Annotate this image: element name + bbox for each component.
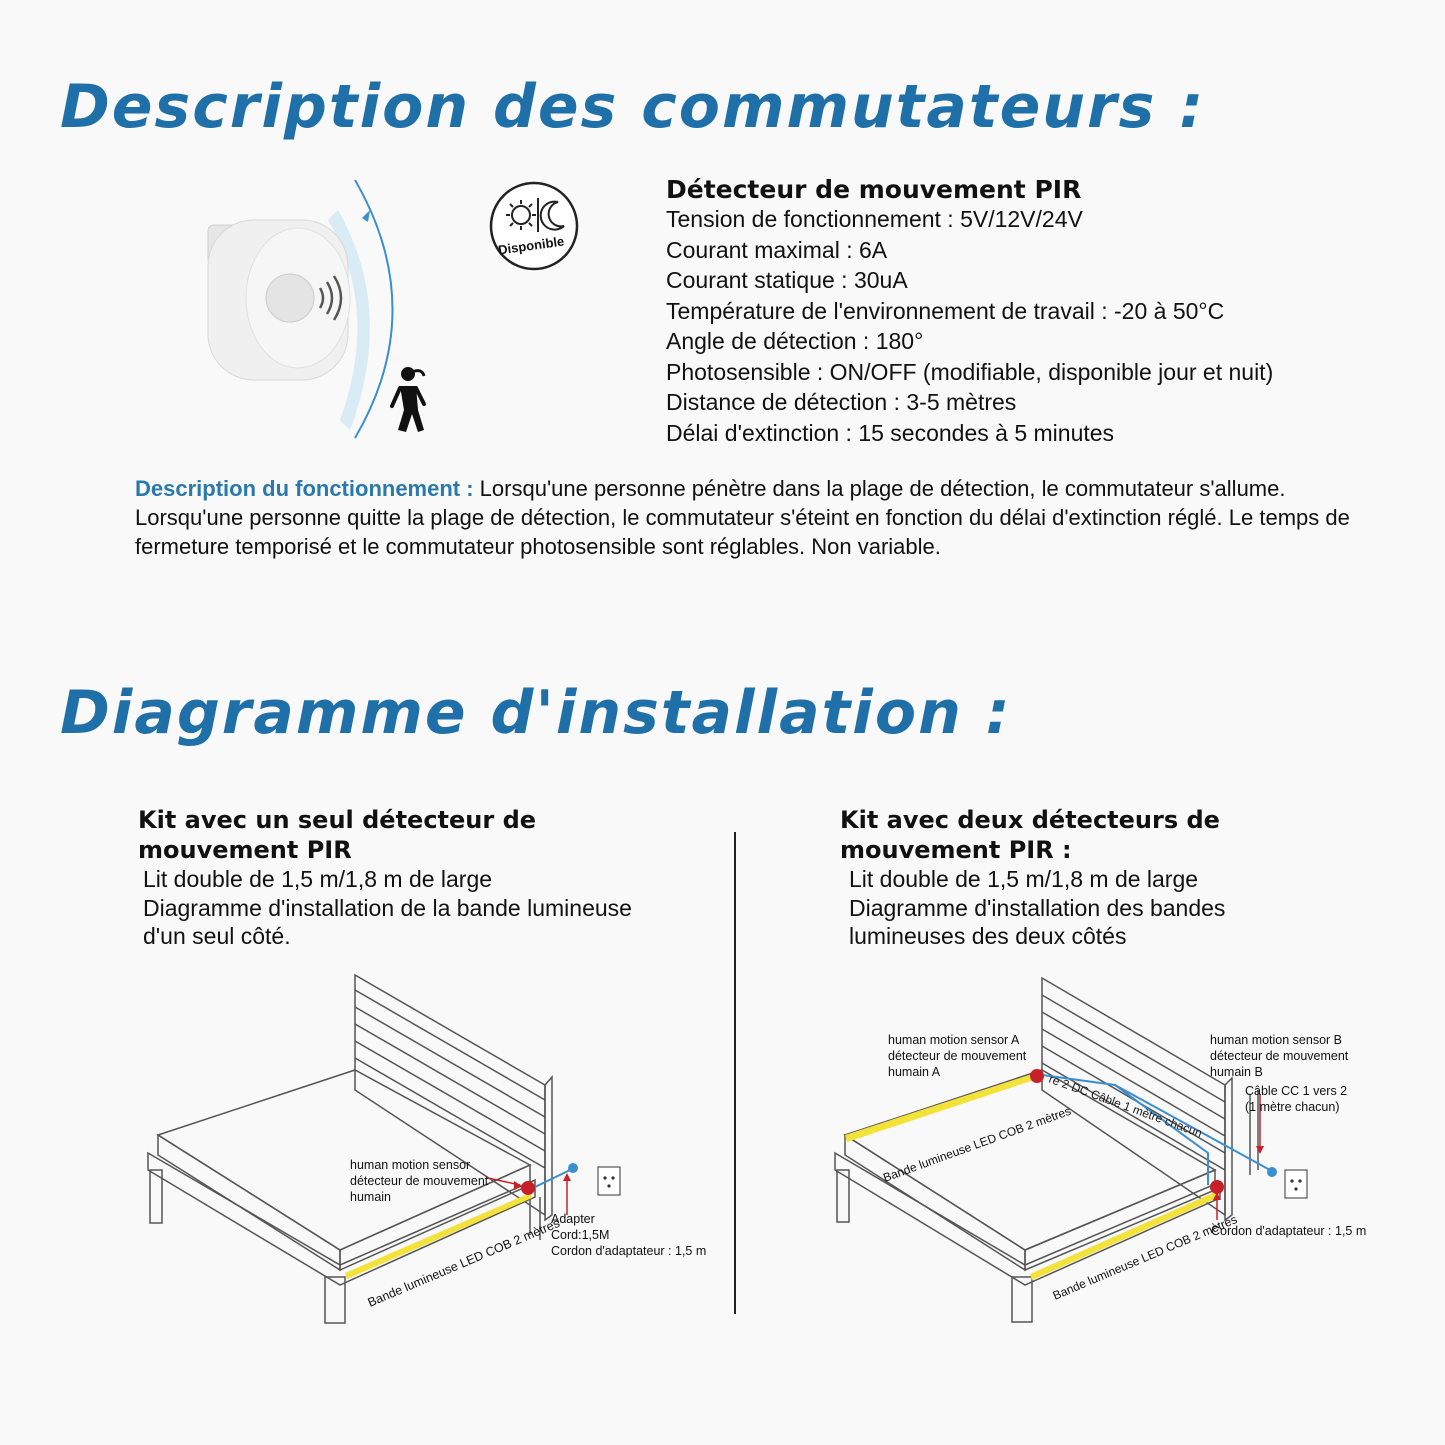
- kit-double-title-2: mouvement PIR :: [840, 836, 1072, 864]
- spec-line: Distance de détection : 3-5 mètres: [666, 389, 1017, 415]
- sensor-label-line: détecteur de mouvement: [1210, 1049, 1349, 1063]
- sensor-dot: [521, 1181, 535, 1195]
- cable-label: [1245, 1083, 1347, 1115]
- spec-line: Courant statique : 30uA: [666, 267, 908, 293]
- cable-label-line: Câble CC 1 vers 2: [1245, 1084, 1348, 1098]
- spec-line: Température de l'environnement de travail : -20 à 50°C: [666, 297, 1225, 324]
- sensor-a-label: [888, 1032, 1026, 1080]
- sensor-b-label: [1210, 1032, 1348, 1080]
- kit-double-sub-2: Diagramme d'installation des bandes: [849, 894, 1226, 921]
- spec-block: [666, 175, 1273, 448]
- spec-line: Photosensible : ON/OFF (modifiable, disponible jour et nuit): [666, 358, 1274, 385]
- kit-single-title-1: Kit avec un seul détecteur de: [138, 806, 537, 834]
- kit-single-sub-2: Diagramme d'installation de la bande lumineuse: [143, 894, 632, 921]
- section-title-installation: Diagramme d'installation :: [60, 678, 1012, 748]
- kit-single-title-2: mouvement PIR: [138, 836, 352, 864]
- sensor-label-line: humain B: [1210, 1065, 1263, 1079]
- kit-double-title-1: Kit avec deux détecteurs de: [840, 806, 1220, 834]
- sensor-label-line: humain A: [888, 1065, 941, 1079]
- spec-title: Détecteur de mouvement PIR: [666, 175, 1082, 204]
- operation-description: [135, 474, 1350, 561]
- adapter-label-line: Adapter: [551, 1212, 595, 1226]
- cable-path-label: re 2 DC Câble 1 mètre chacun: [1046, 1071, 1205, 1141]
- sensor-label-line: humain: [350, 1190, 391, 1204]
- strip-label-left: Bande lumineuse LED COB 2 mètres: [881, 1103, 1073, 1185]
- spec-line: Tension de fonctionnement : 5V/12V/24V: [666, 206, 1083, 232]
- operation-label: Description du fonctionnement :: [135, 476, 474, 501]
- wall-outlet-icon: [598, 1167, 620, 1195]
- kit-double-sub-1: Lit double de 1,5 m/1,8 m de large: [849, 866, 1199, 892]
- kit-double-sub-3: lumineuses des deux côtés: [849, 923, 1127, 949]
- double-kit-bed-diagram: [830, 970, 1430, 1340]
- sensor-label-line: human motion sensor B: [1210, 1033, 1343, 1047]
- badge-label: Disponible: [497, 233, 566, 258]
- single-adapter-label: [551, 1211, 706, 1259]
- plug-icon: [568, 1163, 578, 1173]
- adapter-label-line: Cordon d'adaptateur : 1,5 m: [551, 1244, 707, 1258]
- sensor-label-line: détecteur de mouvement: [350, 1174, 489, 1188]
- kit-double-header: [840, 805, 1225, 951]
- single-sensor-label: [350, 1157, 488, 1205]
- strip-label: Bande lumineuse LED COB 2 mètres: [365, 1215, 562, 1310]
- operation-text: Lorsqu'une personne pénètre dans la plage de détection, le commutateur s'allume. Lorsqu'une personne quitte la plage de détection, le commutateur s'éteint en fonction du délai d'extinction réglé. Le temps de fermeture temporisé et le commutateur photosensible sont réglables. Non variable.: [135, 476, 1350, 559]
- day-night-badge: [488, 180, 580, 272]
- sensor-b-dot: [1210, 1180, 1224, 1194]
- walking-person-icon: [392, 367, 424, 432]
- double-adapter-label: Cordon d'adaptateur : 1,5 m: [1211, 1224, 1367, 1238]
- cable-label-line: (1 mètre chacun): [1245, 1100, 1340, 1114]
- sensor-label-line: détecteur de mouvement: [888, 1049, 1027, 1063]
- sensor-a-dot: [1030, 1069, 1044, 1083]
- single-kit-bed-diagram: [140, 965, 740, 1335]
- plug-icon: [1267, 1167, 1277, 1177]
- section-title-switches: Description des commutateurs :: [60, 72, 1206, 142]
- spec-line: Délai d'extinction : 15 secondes à 5 minutes: [666, 419, 1115, 446]
- sensor-label-line: human motion sensor A: [888, 1033, 1020, 1047]
- kit-single-sub-3: d'un seul côté.: [143, 923, 291, 949]
- adapter-label-line: Cord:1,5M: [551, 1228, 610, 1242]
- wall-outlet-icon: [1285, 1170, 1307, 1198]
- pir-sensor-illustration: [190, 170, 450, 450]
- sensor-label-line: human motion sensor: [350, 1158, 471, 1172]
- spec-line: Angle de détection : 180°: [666, 328, 924, 354]
- kit-single-sub-1: Lit double de 1,5 m/1,8 m de large: [143, 866, 493, 892]
- spec-line: Courant maximal : 6A: [666, 236, 888, 263]
- strip-label-right: Bande lumineuse LED COB 2 mètres: [1050, 1212, 1240, 1303]
- kit-single-header: [138, 805, 632, 951]
